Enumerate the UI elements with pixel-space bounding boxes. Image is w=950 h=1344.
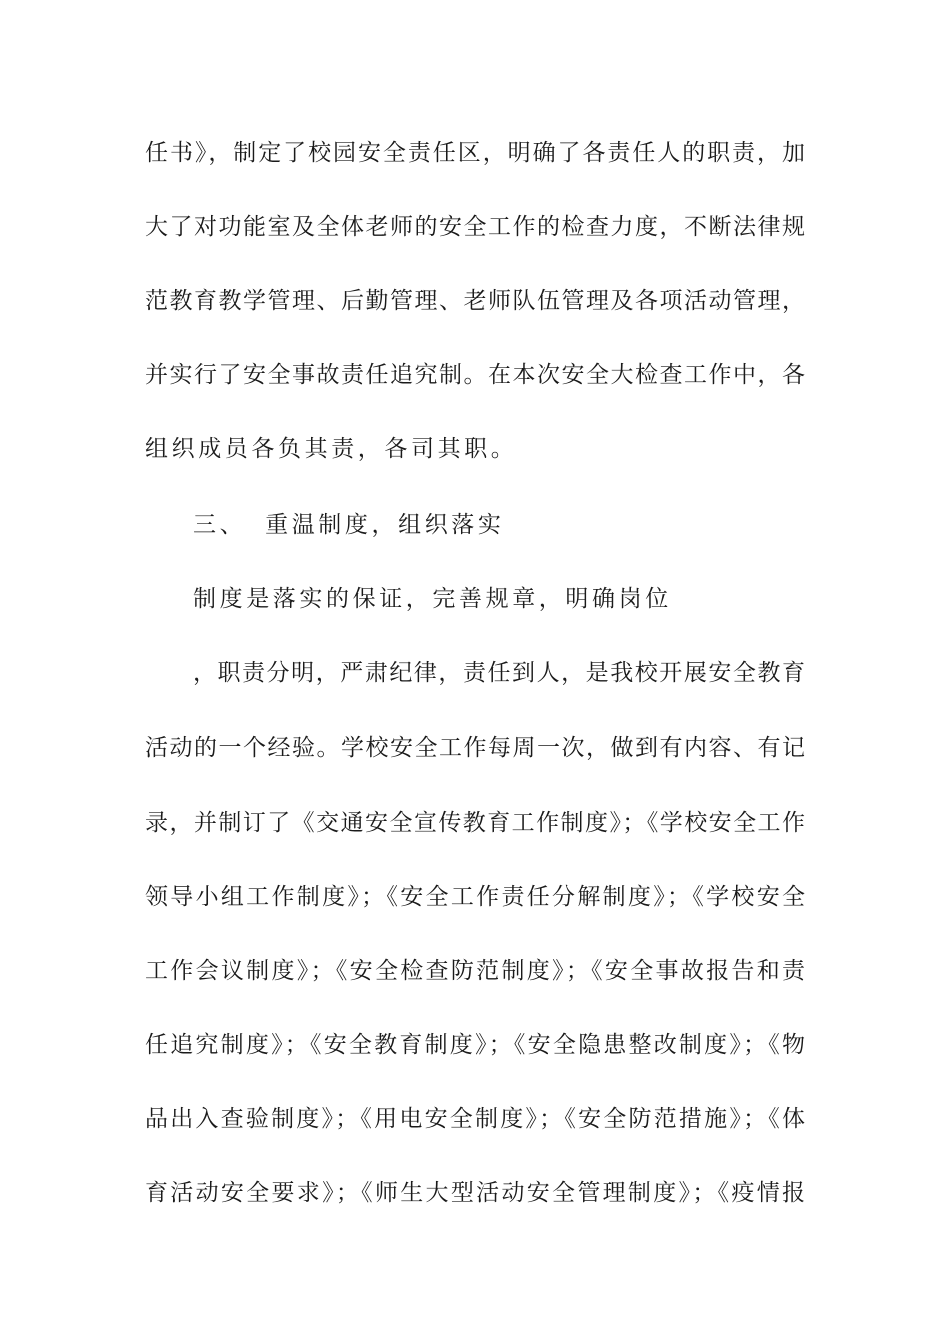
paragraph-line: 并实行了安全事故责任追究制。在本次安全大检查工作中，各 (145, 362, 805, 388)
section-heading: 三、 重温制度，组织落实 (193, 512, 505, 538)
paragraph-line: 工作会议制度》；《安全检查防范制度》；《安全事故报告和责 (145, 958, 805, 984)
paragraph-line: 制度是落实的保证，完善规章，明确岗位 (193, 586, 672, 612)
paragraph-line: 大了对功能室及全体老师的安全工作的检查力度，不断法律规 (145, 214, 805, 240)
paragraph-line: 录，并制订了《交通安全宣传教育工作制度》；《学校安全工作 (145, 810, 805, 836)
paragraph-line: 领导小组工作制度》；《安全工作责任分解制度》；《学校安全 (145, 884, 805, 910)
paragraph-line: 活动的一个经验。学校安全工作每周一次，做到有内容、有记 (145, 735, 805, 761)
paragraph-line: 范教育教学管理、后勤管理、老师队伍管理及各项活动管理， (145, 288, 805, 314)
paragraph-line: 品出入查验制度》；《用电安全制度》；《安全防范措施》；《体 (145, 1106, 805, 1132)
paragraph-line: 任追究制度》；《安全教育制度》；《安全隐患整改制度》；《物 (145, 1032, 805, 1058)
paragraph-line: 组织成员各负其责，各司其职。 (145, 436, 518, 462)
paragraph-line: 任书》，制定了校园安全责任区，明确了各责任人的职责，加 (145, 140, 805, 166)
paragraph-line: ，职责分明，严肃纪律，责任到人，是我校开展安全教育 (193, 660, 805, 686)
paragraph-line: 育活动安全要求》；《师生大型活动安全管理制度》；《疫情报 (145, 1180, 805, 1206)
